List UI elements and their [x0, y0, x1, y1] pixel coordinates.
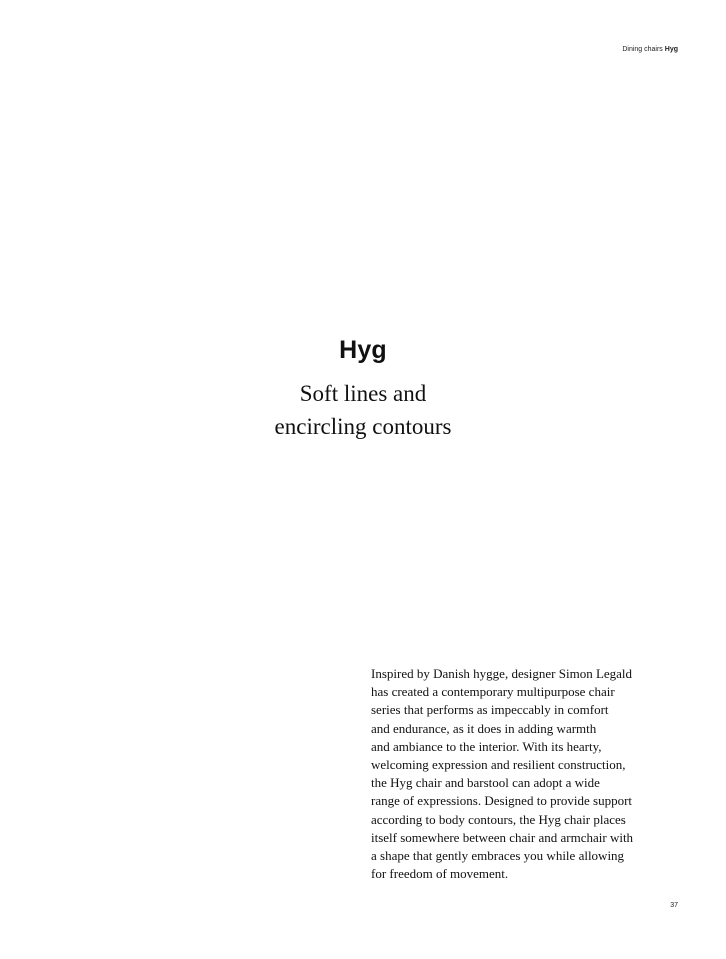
- body-line: welcoming expression and resilient construction,: [371, 757, 626, 773]
- body-line: according to body contours, the Hyg chair places: [371, 811, 626, 827]
- subtitle-line: encircling contours: [274, 414, 452, 439]
- body-line: has created a contemporary multipurpose chair: [371, 684, 615, 700]
- running-head-product: Hyg: [664, 46, 678, 53]
- body-line: series that performs as impeccably in comfort: [371, 702, 609, 718]
- body-line: itself somewhere between chair and armchair with: [371, 829, 634, 845]
- title-block: [0, 336, 726, 443]
- body-line: Inspired by Danish hygge, designer Simon Legald: [371, 666, 633, 681]
- body-line: a shape that gently embraces you while allowing: [371, 848, 625, 864]
- body-line: range of expressions. Designed to provide support: [371, 793, 633, 809]
- page-title: Hyg: [339, 336, 387, 364]
- body-line: for freedom of movement.: [371, 866, 509, 882]
- running-head: [622, 46, 678, 53]
- running-head-section: Dining chairs: [622, 46, 663, 53]
- body-paragraph: [371, 665, 661, 883]
- body-line: and ambiance to the interior. With its hearty,: [371, 738, 602, 754]
- subtitle-line: Soft lines and: [299, 381, 427, 406]
- subtitle: [0, 377, 726, 443]
- body-line: the Hyg chair and barstool can adopt a wide: [371, 775, 600, 791]
- page-number: 37: [670, 902, 678, 909]
- body-line: and endurance, as it does in adding warmth: [371, 720, 597, 736]
